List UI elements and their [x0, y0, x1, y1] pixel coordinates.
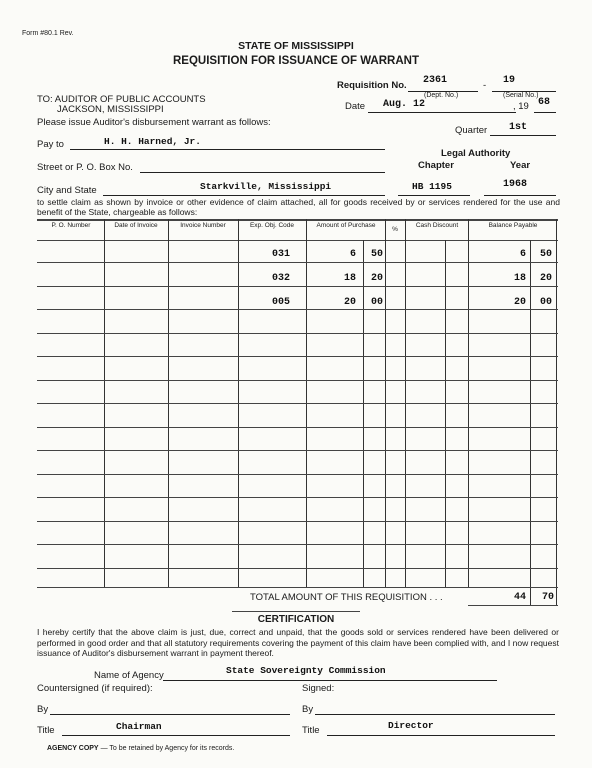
row3-balance-dollars: 20: [513, 297, 526, 308]
by-left-line: [50, 714, 290, 715]
table-bottom-rule: [37, 587, 558, 588]
col-header-po: P. O. Number: [51, 222, 91, 229]
date-line: [368, 112, 516, 113]
year-label: Year: [510, 160, 531, 171]
city-line: [103, 195, 385, 196]
city-label: City and State: [37, 185, 97, 196]
row1-exp-code: 031: [271, 249, 290, 260]
certification-rule: [232, 611, 360, 612]
row2-balance-dollars: 18: [513, 273, 526, 284]
row2-balance-cents: 20: [539, 273, 552, 284]
form-title: REQUISITION FOR ISSUANCE OF WARRANT: [173, 55, 419, 67]
title-left-line: [62, 735, 290, 736]
quarter-value: 1st: [509, 122, 528, 133]
title-left-label: Title: [37, 725, 55, 736]
total-label: TOTAL AMOUNT OF THIS REQUISITION . . .: [250, 592, 443, 603]
table-row-rule: [37, 262, 558, 263]
table-row-rule: [37, 474, 558, 475]
serial-no-caption: (Serial No.): [503, 92, 539, 99]
dept-no-caption: (Dept. No.): [424, 92, 459, 99]
title-left-value: Chairman: [116, 721, 162, 732]
agency-label: Name of Agency: [94, 670, 164, 681]
table-top-rule: [37, 219, 558, 221]
total-underline: [468, 605, 558, 606]
date-value: Aug. 12: [383, 99, 426, 110]
legal-year-value: 1968: [503, 179, 528, 190]
agency-value: State Sovereignty Commission: [226, 665, 386, 676]
table-header-rule: [37, 240, 558, 241]
pay-to-line: [70, 149, 385, 150]
row3-balance-cents: 00: [539, 297, 552, 308]
table-row-rule: [37, 356, 558, 357]
chapter-value: HB 1195: [412, 181, 452, 192]
requisition-label: Requisition No.: [337, 80, 407, 91]
title-right-label: Title: [302, 725, 320, 736]
table-row-rule: [37, 544, 558, 545]
row1-amount-cents: 50: [370, 249, 383, 260]
row2-amount-dollars: 18: [343, 273, 356, 284]
row1-balance-cents: 50: [539, 249, 552, 260]
total-dollars: 44: [513, 592, 526, 603]
cents-line: [445, 240, 446, 587]
agency-copy-footer: [47, 745, 234, 752]
cents-line: [530, 240, 531, 605]
table-row-rule: [37, 568, 558, 569]
date-label: Date: [345, 101, 366, 112]
addressee-line1: TO: AUDITOR OF PUBLIC ACCOUNTS: [37, 94, 206, 105]
legal-authority-heading: Legal Authority: [441, 148, 511, 159]
countersigned-label: Countersigned (if required):: [37, 683, 153, 694]
by-left-label: By: [37, 704, 49, 715]
title-right-value: Director: [388, 720, 434, 731]
form-number: Form #80.1 Rev.: [22, 30, 74, 37]
table-row-rule: [37, 286, 558, 287]
col-header-exp: Exp. Obj. Code: [249, 222, 295, 229]
state-heading: STATE OF MISSISSIPPI: [238, 40, 354, 52]
table-row-rule: [37, 333, 558, 334]
table-row-rule: [37, 521, 558, 522]
pay-to-label: Pay to: [37, 139, 64, 150]
title-right-line: [327, 735, 555, 736]
city-value: Starkville, Mississippi: [200, 181, 332, 192]
year-prefix: , 19: [513, 101, 529, 112]
row3-exp-code: 005: [271, 297, 290, 308]
dash: -: [483, 80, 487, 91]
table-row-rule: [37, 450, 558, 451]
addressee-line2: JACKSON, MISSISSIPPI: [57, 104, 164, 115]
table-row-rule: [37, 497, 558, 498]
table-right-edge: [556, 219, 557, 605]
table-row-rule: [37, 403, 558, 404]
row1-balance-dollars: 6: [519, 249, 526, 260]
row2-amount-cents: 20: [370, 273, 383, 284]
row2-exp-code: 032: [271, 273, 290, 284]
signed-label: Signed:: [302, 683, 335, 694]
row3-amount-cents: 00: [370, 297, 383, 308]
certification-text: I hereby certify that the above claim is just, due, correct and unpaid, that the goods sold or services rendered have been delivered or performed in good order and that all statutory requirements covering the payment of this claim have been complied with, and I now request issuance of Auditor's disbursement warrant in payment thereof.: [37, 627, 559, 658]
pay-to-value: H. H. Harned, Jr.: [104, 136, 201, 147]
col-header-balance: Balance Payable: [488, 222, 538, 229]
col-header-date: Date of Invoice: [114, 222, 158, 229]
certification-heading: CERTIFICATION: [257, 614, 335, 625]
quarter-line: [490, 135, 556, 136]
total-cents: 70: [541, 592, 554, 603]
col-header-pct: %: [392, 226, 398, 233]
street-line: [140, 172, 385, 173]
cents-line: [363, 240, 364, 587]
chapter-line: [398, 195, 470, 196]
dept-no-value: 2361: [423, 75, 448, 86]
table-row-rule: [37, 309, 558, 310]
street-label: Street or P. O. Box No.: [37, 162, 133, 173]
agency-copy-label: AGENCY COPY: [47, 745, 99, 752]
year-value: 68: [538, 97, 551, 108]
col-header-amount: Amount of Purchase: [316, 222, 376, 229]
year-line: [534, 112, 556, 113]
agency-copy-note: — To be retained by Agency for its records.: [100, 745, 235, 752]
serial-no-value: 19: [503, 75, 516, 86]
legal-year-line: [484, 195, 556, 196]
quarter-label: Quarter: [455, 125, 488, 136]
agency-line: [163, 680, 497, 681]
by-right-line: [315, 714, 555, 715]
row3-amount-dollars: 20: [343, 297, 356, 308]
settle-claim-text: to settle claim as shown by invoice or other evidence of claim attached, all for goods received by or services rendered for the use and benefit of the State, chargeable as follows:: [37, 197, 560, 217]
table-row-rule: [37, 427, 558, 428]
col-header-invoice: Invoice Number: [180, 222, 226, 229]
row1-amount-dollars: 6: [349, 249, 356, 260]
by-right-label: By: [302, 704, 314, 715]
table-row-rule: [37, 380, 558, 381]
instruction-text: Please issue Auditor's disbursement warrant as follows:: [37, 117, 271, 128]
col-header-cash: Cash Discount: [415, 222, 459, 229]
chapter-label: Chapter: [418, 160, 454, 171]
